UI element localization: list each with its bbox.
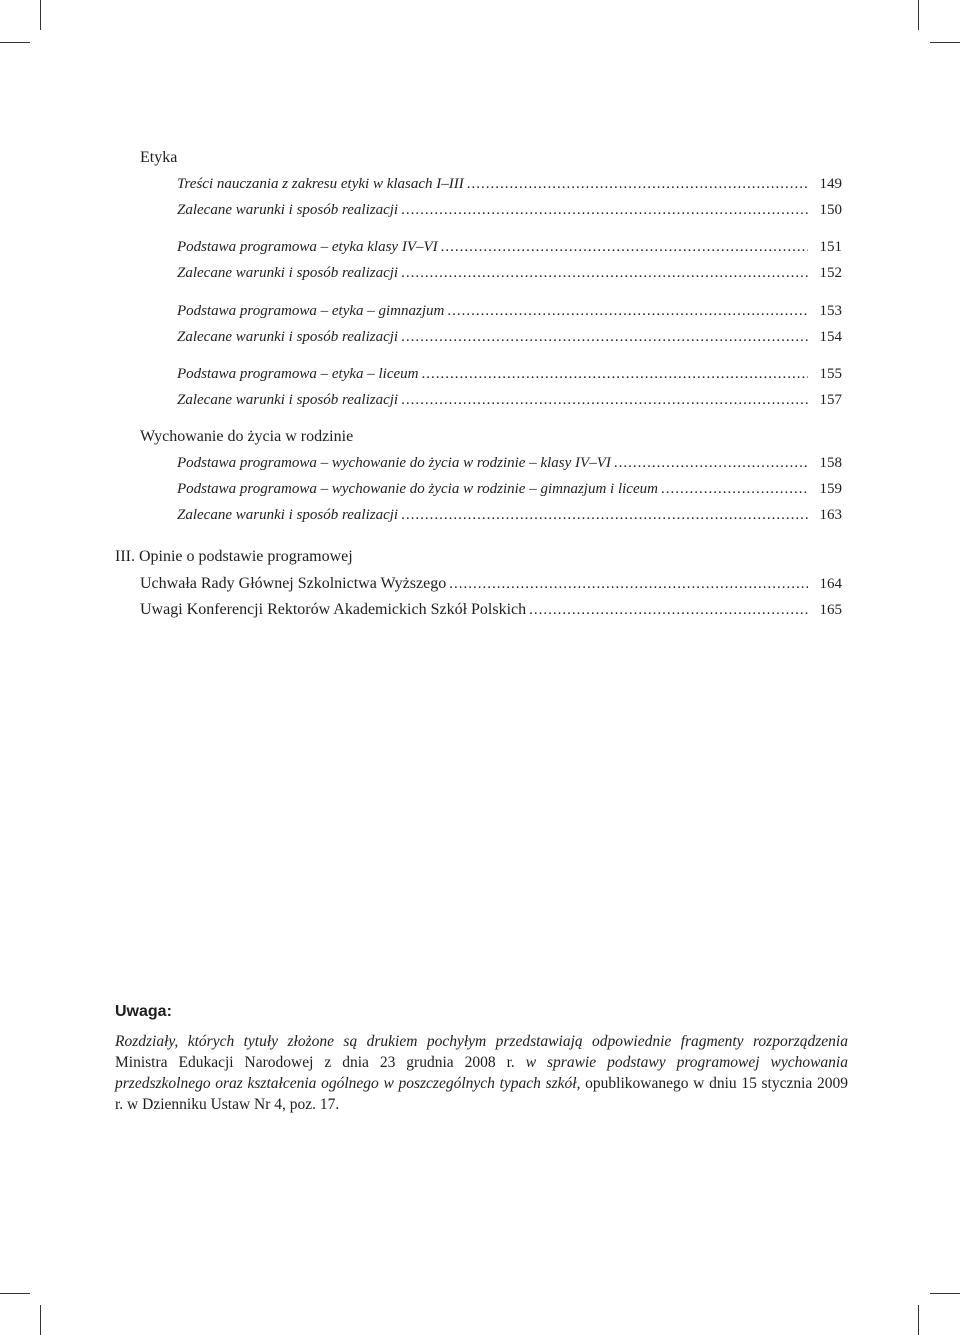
toc-entry[interactable] — [177, 176, 842, 193]
toc-entry[interactable] — [177, 239, 842, 256]
dot-leader — [401, 329, 808, 346]
toc-entry-title: Podstawa programowa – etyka – gimnazjum — [177, 303, 445, 319]
dot-leader — [447, 303, 808, 320]
dot-leader — [614, 455, 808, 472]
dot-leader — [449, 576, 808, 593]
toc-entry-title: Zalecane warunki i sposób realizacji — [177, 507, 399, 523]
crop-mark — [930, 1293, 960, 1294]
dot-leader — [441, 239, 808, 256]
section-heading-wychowanie: Wychowanie do życia w rodzinie — [140, 428, 354, 445]
toc-entry-title: Zalecane warunki i sposób realizacji — [177, 202, 399, 218]
toc-entry-title: Uwagi Konferencji Rektorów Akademickich Szkół Polskich — [140, 601, 527, 618]
dot-leader — [467, 176, 808, 193]
section-heading-etyka: Etyka — [140, 149, 178, 166]
crop-mark — [918, 1305, 919, 1335]
note-text-regular: , opublikowanego w dniu 15 stycznia 2009 r. w Dzienniku Ustaw Nr 4, poz. 17. — [115, 1075, 848, 1113]
toc-entry[interactable] — [140, 575, 842, 593]
dot-leader — [529, 602, 808, 619]
toc-entry-page: 149 — [819, 176, 842, 192]
note-body — [115, 1031, 848, 1115]
toc-entry[interactable] — [177, 392, 842, 409]
toc-entry-title: Zalecane warunki i sposób realizacji — [177, 265, 399, 281]
toc-entry[interactable] — [177, 481, 842, 498]
toc-entry-page: 159 — [819, 481, 842, 497]
toc-entry-title: Zalecane warunki i sposób realizacji — [177, 392, 399, 408]
toc-entry-page: 152 — [819, 265, 842, 281]
crop-mark — [40, 1305, 41, 1335]
toc-entry[interactable] — [177, 366, 842, 383]
toc-entry-page: 151 — [819, 239, 842, 255]
toc-entry-page: 150 — [819, 202, 842, 218]
toc-entry[interactable] — [177, 507, 842, 524]
toc-entry-title: Podstawa programowa – etyka klasy IV–VI — [177, 239, 438, 255]
crop-mark — [40, 0, 41, 30]
toc-entry[interactable] — [177, 329, 842, 346]
toc-entry-title: Podstawa programowa – etyka – liceum — [177, 366, 419, 382]
toc-entry[interactable] — [177, 455, 842, 472]
toc-entry-page: 165 — [819, 602, 842, 618]
toc-entry[interactable] — [140, 601, 842, 619]
toc-entry-page: 163 — [819, 507, 842, 523]
toc-entry-page: 158 — [819, 455, 842, 471]
note-title: Uwaga: — [115, 1003, 172, 1020]
note-text-italic: Rozdziały, których tytuły złożone są drukiem pochyłym przedstawiają odpowiednie fragmenty rozporządzenia — [115, 1033, 848, 1050]
toc-entry-title: Zalecane warunki i sposób realizacji — [177, 329, 399, 345]
dot-leader — [401, 202, 808, 219]
toc-entry[interactable] — [177, 265, 842, 282]
toc-entry[interactable] — [177, 303, 842, 320]
note-text-regular: Ministra Edukacji Narodowej z dnia 23 grudnia 2008 r. — [115, 1054, 526, 1071]
dot-leader — [422, 366, 808, 383]
crop-mark — [0, 42, 30, 43]
toc-entry-page: 157 — [819, 392, 842, 408]
toc-entry-title: Uchwała Rady Głównej Szkolnictwa Wyższego — [140, 575, 447, 592]
crop-mark — [0, 1293, 30, 1294]
dot-leader — [401, 265, 808, 282]
toc-entry-title: Podstawa programowa – wychowanie do życia w rodzinie – klasy IV–VI — [177, 455, 611, 471]
toc-entry[interactable] — [177, 202, 842, 219]
toc-entry-page: 155 — [819, 366, 842, 382]
section-heading-part-3: III. Opinie o podstawie programowej — [115, 548, 353, 565]
crop-mark — [930, 42, 960, 43]
dot-leader — [401, 392, 808, 409]
dot-leader — [661, 481, 808, 498]
dot-leader — [401, 507, 808, 524]
toc-entry-title: Podstawa programowa – wychowanie do życia w rodzinie – gimnazjum i liceum — [177, 481, 658, 497]
toc-entry-title: Treści nauczania z zakresu etyki w klasach I–III — [177, 176, 464, 192]
note-text-italic: w sprawie podstawy programowej wychowania przedszkolnego oraz kształcenia ogólnego w poszczególnych typach szkół — [115, 1054, 848, 1092]
toc-entry-page: 154 — [819, 329, 842, 345]
crop-mark — [918, 0, 919, 30]
toc-entry-page: 153 — [819, 303, 842, 319]
toc-entry-page: 164 — [819, 576, 842, 592]
